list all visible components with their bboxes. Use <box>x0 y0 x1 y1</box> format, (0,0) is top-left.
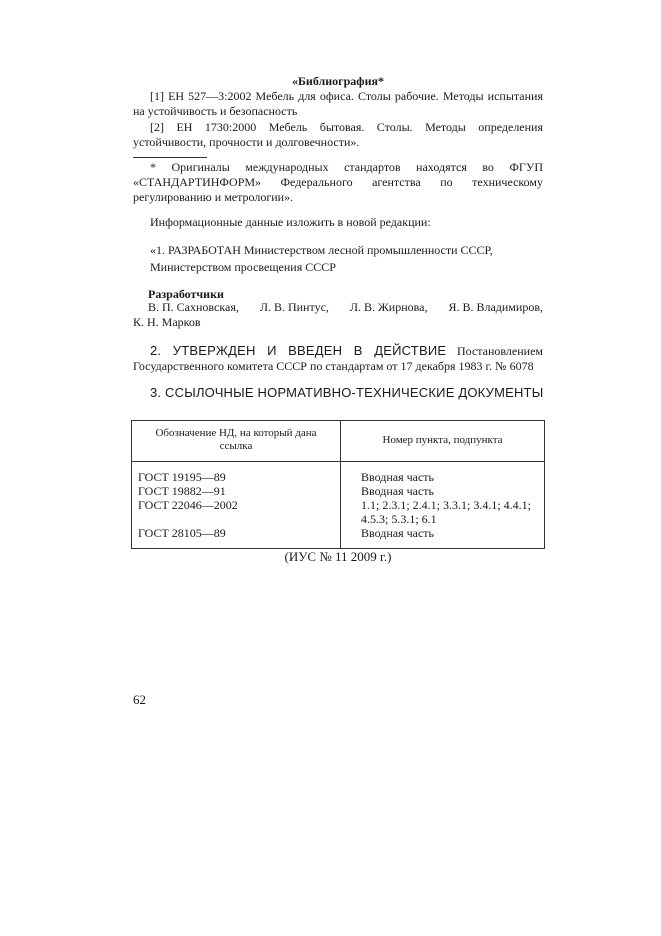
developer-name: Я. В. Владимиров, <box>448 300 543 314</box>
table-cell-doc: ГОСТ 22046—2002 <box>132 498 341 526</box>
developer-name: Л. В. Жирнова, <box>349 300 428 314</box>
table-header-row <box>132 421 545 462</box>
developed-line-2: Министерством просвещения СССР <box>150 260 336 274</box>
table-row <box>132 484 545 498</box>
table-header-doc: Обозначение НД, на который дана ссылка <box>132 421 341 462</box>
table-cell-doc: ГОСТ 19195—89 <box>132 462 341 485</box>
ius-reference: (ИУС № 11 2009 г.) <box>284 549 392 564</box>
table-cell-clause: Вводная часть <box>341 462 545 485</box>
developed-line-1: «1. РАЗРАБОТАН Министерством лесной промышленности СССР, <box>150 243 493 257</box>
table-cell-doc: ГОСТ 28105—89 <box>132 526 341 549</box>
developer-name: В. П. Сахновская, <box>148 300 239 314</box>
table-row <box>132 498 545 526</box>
bibliography-title: «Библиография* <box>291 74 385 88</box>
references-table <box>131 420 545 549</box>
approved-text: Постановлением Государственного комитета СССР по стандартам от 17 декабря 1983 г. № 6078 <box>133 344 544 373</box>
table-cell-clause: Вводная часть <box>341 526 545 549</box>
table-cell-doc: ГОСТ 19882—91 <box>132 484 341 498</box>
bibliography-item-2: [2] ЕН 1730:2000 Мебель бытовая. Столы. Методы определения устойчивости, прочности и долговечности». <box>133 120 543 149</box>
developers-title: Разработчики <box>148 287 224 301</box>
table-row <box>132 526 545 549</box>
approved-lead: 2. УТВЕРЖДЕН И ВВЕДЕН В ДЕЙСТВИЕ <box>150 343 447 358</box>
table-cell-clause: 1.1; 2.3.1; 2.4.1; 3.3.1; 3.4.1; 4.4.1; 4.5.3; 5.3.1; 6.1 <box>341 498 545 526</box>
developers-names <box>148 300 543 315</box>
footnote-divider <box>133 157 207 158</box>
info-note: Информационные данные изложить в новой редакции: <box>150 215 431 229</box>
developer-name: Л. В. Пинтус, <box>259 300 329 314</box>
refs-section-title: 3. ССЫЛОЧНЫЕ НОРМАТИВНО-ТЕХНИЧЕСКИЕ ДОКУМЕНТЫ <box>150 385 544 400</box>
table-header-clause: Номер пункта, подпункта <box>341 421 545 462</box>
table-cell-clause: Вводная часть <box>341 484 545 498</box>
footnote-text: * Оригиналы международных стандартов находятся во ФГУП «СТАНДАРТИНФОРМ» Федерального агентства по техническому регулированию и метрологии». <box>133 160 543 204</box>
table-row <box>132 462 545 485</box>
page-number: 62 <box>133 692 146 707</box>
developer-name-last: К. Н. Марков <box>133 315 201 329</box>
approved-paragraph <box>133 343 543 374</box>
bibliography-item-1: [1] ЕН 527—3:2002 Мебель для офиса. Столы рабочие. Методы испытания на устойчивость и безопасность <box>133 89 543 118</box>
